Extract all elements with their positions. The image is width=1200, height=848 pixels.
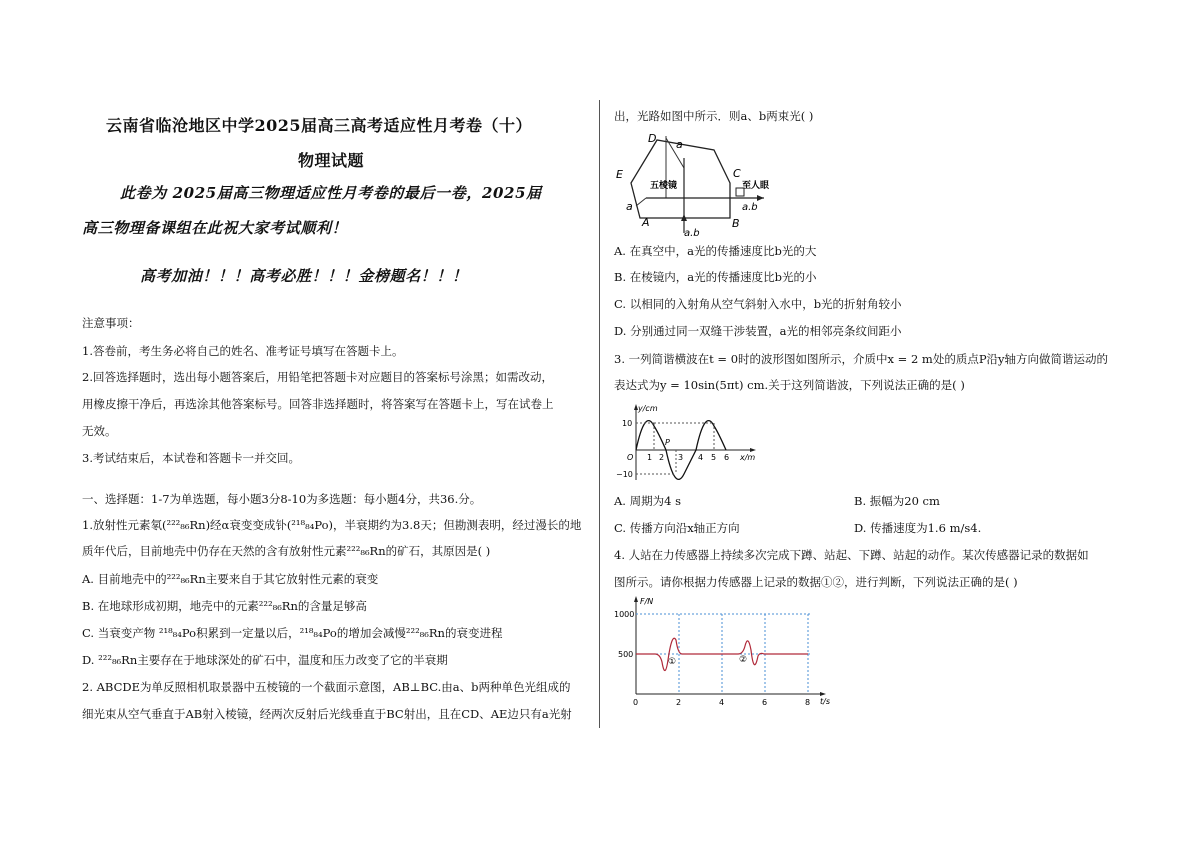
q2-line-2: 细光束从空气垂直于AB射入棱镜，经两次反射后光线垂直于BC射出，且在CD、AE边只有a光射 xyxy=(82,707,572,721)
q1-option-b: B. 在地球形成初期，地壳中的元素²²²₈₆Rn的含量足够高 xyxy=(82,599,367,613)
q3-option-a: A. 周期为4 s xyxy=(614,494,681,508)
wave-xtick-6: 6 xyxy=(724,453,730,462)
q2-option-d: D. 分别通过同一双缝干涉装置，a光的相邻亮条纹间距小 xyxy=(614,324,902,338)
instruction-2a: 2.回答选择题时，选出每小题答案后，用铅笔把答题卡对应题目的答案标号涂黑；如需改动， xyxy=(82,370,553,384)
eye-label: 至人眼 xyxy=(742,181,770,191)
vertex-b: B xyxy=(732,217,740,230)
prism-outline xyxy=(631,140,730,218)
note-line-2: 高三物理备课组在此祝大家考试顺利！ xyxy=(82,219,348,237)
instruction-2b: 用橡皮擦干净后，再选涂其他答案标号。回答非选择题时，将答案写在答题卡上，写在试卷上 xyxy=(82,397,554,411)
q1-option-a: A. 目前地壳中的²²²₈₆Rn主要来自于其它放射性元素的衰变 xyxy=(82,572,379,586)
q2-option-c: C. 以相同的入射角从空气斜射入水中，b光的折射角较小 xyxy=(614,297,902,311)
q3-line-2: 表达式为y = 10sin(5πt) cm.关于这列简谐波，下列说法正确的是( ) xyxy=(614,378,965,392)
wave-xtick-3: 3 xyxy=(678,453,684,462)
ab-label-in: a.b xyxy=(684,228,700,238)
force-xtick-4: 4 xyxy=(719,698,725,707)
q1-line-2: 质年代后，目前地壳中仍存在天然的含有放射性元素²²²₈₆Rn的矿石，其原因是( ) xyxy=(82,544,491,558)
q3-option-c: C. 传播方向沿x轴正方向 xyxy=(614,521,740,535)
instruction-2c: 无效。 xyxy=(82,424,117,438)
wave-xtick-5: 5 xyxy=(711,453,717,462)
wave-point-p: P xyxy=(665,438,670,447)
cheer-line: 高考加油！！！高考必胜！！！金榜题名！！！ xyxy=(140,267,468,285)
exam-subtitle: 物理试题 xyxy=(298,151,365,170)
instructions-heading: 注意事项： xyxy=(82,316,140,330)
wave-ytick-10: 10 xyxy=(622,419,633,428)
force-xtick-2: 2 xyxy=(676,698,682,707)
q3-option-d: D. 传播速度为1.6 m/s4. xyxy=(854,521,982,535)
column-divider xyxy=(599,100,600,728)
pentaprism-figure xyxy=(614,128,784,238)
vertex-c: C xyxy=(733,167,741,180)
ab-label-out: a.b xyxy=(742,202,758,213)
q1-option-d: D. ²²²₈₆Rn主要存在于地球深处的矿石中，温度和压力改变了它的半衰期 xyxy=(82,653,448,667)
force-xtick-8: 8 xyxy=(805,698,811,707)
force-ylabel: F/N xyxy=(640,597,654,606)
q2-line-3: 出，光路如图中所示．则a、b两束光( ) xyxy=(614,109,814,123)
exam-title: 云南省临沧地区中学2025届高三高考适应性月考卷（十） xyxy=(106,116,533,135)
wave-xtick-1: 1 xyxy=(647,453,653,462)
wave-xlabel: x/m xyxy=(740,453,756,462)
prism-label: 五棱镜 xyxy=(650,181,678,191)
wave-figure xyxy=(614,402,764,482)
q4-line-2: 图所示。请你根据力传感器上记录的数据①②，进行判断，下列说法正确的是( ) xyxy=(614,575,1018,589)
force-xtick-6: 6 xyxy=(762,698,768,707)
wave-xtick-4: 4 xyxy=(698,453,704,462)
ray-a-label-left: a xyxy=(626,200,633,213)
ray-out-arrow xyxy=(757,195,764,201)
marker-2: ② xyxy=(739,655,748,665)
vertex-e: E xyxy=(616,168,623,181)
instruction-1: 1.答卷前，考生务必将自己的姓名、准考证号填写在答题卡上。 xyxy=(82,344,404,358)
q1-line-1: 1.放射性元素氡(²²²₈₆Rn)经α衰变变成钋(²¹⁸₈₄Po)，半衰期约为3.8天；但勘测表明，经过漫长的地 xyxy=(82,518,582,532)
force-xlabel: t/s xyxy=(820,697,830,706)
force-figure xyxy=(610,596,840,708)
force-ytick-1000: 1000 xyxy=(614,610,635,619)
wave-origin: O xyxy=(627,453,634,462)
vertex-d: D xyxy=(648,132,657,145)
q2-option-b: B. 在棱镜内，a光的传播速度比b光的小 xyxy=(614,270,817,284)
wave-xtick-2: 2 xyxy=(659,453,665,462)
ray-a-label-top: a xyxy=(676,138,683,151)
q3-line-1: 3. 一列简谐横波在t = 0时的波形图如图所示，介质中x = 2 m处的质点P沿y轴方向做简谐运动的 xyxy=(614,352,1109,366)
q4-line-1: 4. 人站在力传感器上持续多次完成下蹲、站起、下蹲、站起的动作。某次传感器记录的数据如 xyxy=(614,548,1089,562)
force-xtick-0: 0 xyxy=(633,698,639,707)
instruction-3: 3.考试结束后，本试卷和答题卡一并交回。 xyxy=(82,451,300,465)
marker-1: ① xyxy=(668,657,677,667)
wave-ytick-neg10: −10 xyxy=(616,470,633,479)
wave-ylabel: y/cm xyxy=(638,404,658,413)
force-ytick-500: 500 xyxy=(618,650,634,659)
q2-option-a: A. 在真空中，a光的传播速度比b光的大 xyxy=(614,244,817,258)
q1-option-c: C. 当衰变产物 ²¹⁸₈₄Po积累到一定量以后，²¹⁸₈₄Po的增加会减慢²²²₈₆Rn的衰变进程 xyxy=(82,626,503,640)
q2-line-1: 2. ABCDE为单反照相机取景器中五棱镜的一个截面示意图，AB⊥BC.由a、b两种单色光组成的 xyxy=(82,680,571,694)
ray-a-left xyxy=(636,198,646,206)
note-line-1: 此卷为 2025届高三物理适应性月考卷的最后一卷，2025届 xyxy=(120,184,542,202)
q3-option-b: B. 振幅为20 cm xyxy=(854,494,940,508)
section-heading: 一、选择题：1-7为单选题，每小题3分8-10为多选题：每小题4分，共36.分。 xyxy=(82,492,482,506)
vertex-a: A xyxy=(642,216,650,229)
